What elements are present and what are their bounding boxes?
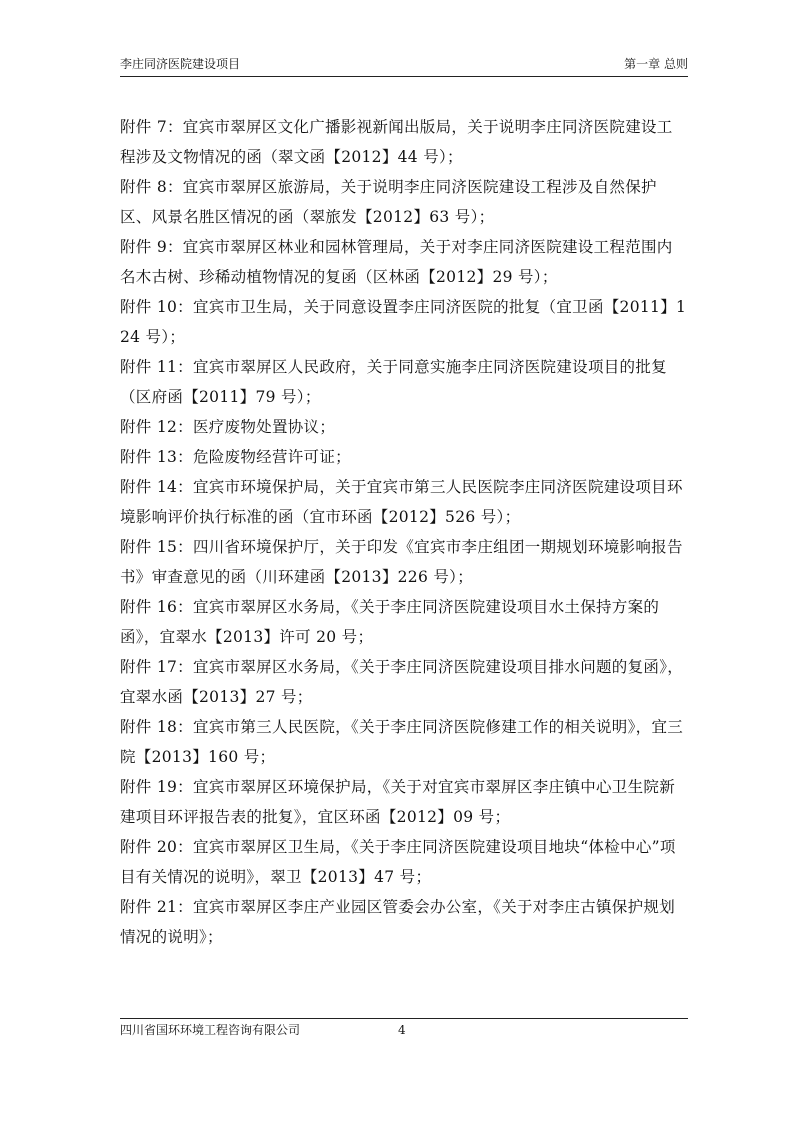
footer-company-name: 四川省国环环境工程咨询有限公司	[120, 1023, 301, 1037]
attachment-item-12: 附件 12：医疗废物处置协议；	[120, 418, 336, 436]
attachment-item-13: 附件 13：危险废物经营许可证；	[120, 448, 351, 466]
attachment-item-9: 附件 9：宜宾市翠屏区林业和园林管理局，关于对李庄同济医院建设工程范围内名木古树、珍稀动植物情况的复函（区林函【2012】29 号）；	[120, 238, 673, 286]
attachment-list	[120, 112, 688, 952]
attachment-item-20: 附件 20：宜宾市翠屏区卫生局，《关于李庄同济医院建设项目地块“体检中心”项目有关情况的说明》，翠卫【2013】47 号；	[120, 838, 676, 886]
header-chapter-title: 第一章 总则	[624, 57, 688, 71]
attachment-item-21: 附件 21：宜宾市翠屏区李庄产业园区管委会办公室，《关于对李庄古镇保护规划情况的说明》；	[120, 898, 676, 946]
attachment-item-10: 附件 10：宜宾市卫生局，关于同意设置李庄同济医院的批复（宜卫函【2011】124 号）；	[120, 298, 687, 346]
attachment-item-14: 附件 14：宜宾市环境保护局，关于宜宾市第三人民医院李庄同济医院建设项目环境影响评价执行标准的函（宜市环函【2012】526 号）；	[120, 478, 683, 526]
page-number: 4	[398, 1023, 406, 1037]
attachment-item-17: 附件 17：宜宾市翠屏区水务局，《关于李庄同济医院建设项目排水问题的复函》，宜翠水函【2013】27 号；	[120, 658, 684, 706]
attachment-item-8: 附件 8：宜宾市翠屏区旅游局，关于说明李庄同济医院建设工程涉及自然保护区、风景名胜区情况的函（翠旅发【2012】63 号）；	[120, 178, 657, 226]
attachment-item-7: 附件 7：宜宾市翠屏区文化广播影视新闻出版局，关于说明李庄同济医院建设工程涉及文物情况的函（翠文函【2012】44 号）；	[120, 118, 673, 166]
attachment-item-16: 附件 16：宜宾市翠屏区水务局，《关于李庄同济医院建设项目水土保持方案的函》，宜翠水【2013】许可 20 号；	[120, 598, 660, 646]
page-header	[120, 54, 688, 77]
attachment-item-18: 附件 18：宜宾市第三人民医院，《关于李庄同济医院修建工作的相关说明》，宜三院【2013】160 号；	[120, 718, 684, 766]
attachment-item-11: 附件 11：宜宾市翠屏区人民政府，关于同意实施李庄同济医院建设项目的批复（区府函【2011】79 号）；	[120, 358, 667, 406]
attachment-item-19: 附件 19：宜宾市翠屏区环境保护局，《关于对宜宾市翠屏区李庄镇中心卫生院新建项目环评报告表的批复》，宜区环函【2012】09 号；	[120, 778, 676, 826]
header-project-title: 李庄同济医院建设项目	[120, 57, 241, 71]
attachment-item-15: 附件 15：四川省环境保护厅，关于印发《宜宾市李庄组团一期规划环境影响报告书》审查意见的函（川环建函【2013】226 号）；	[120, 538, 683, 586]
page-footer	[120, 1018, 688, 1049]
